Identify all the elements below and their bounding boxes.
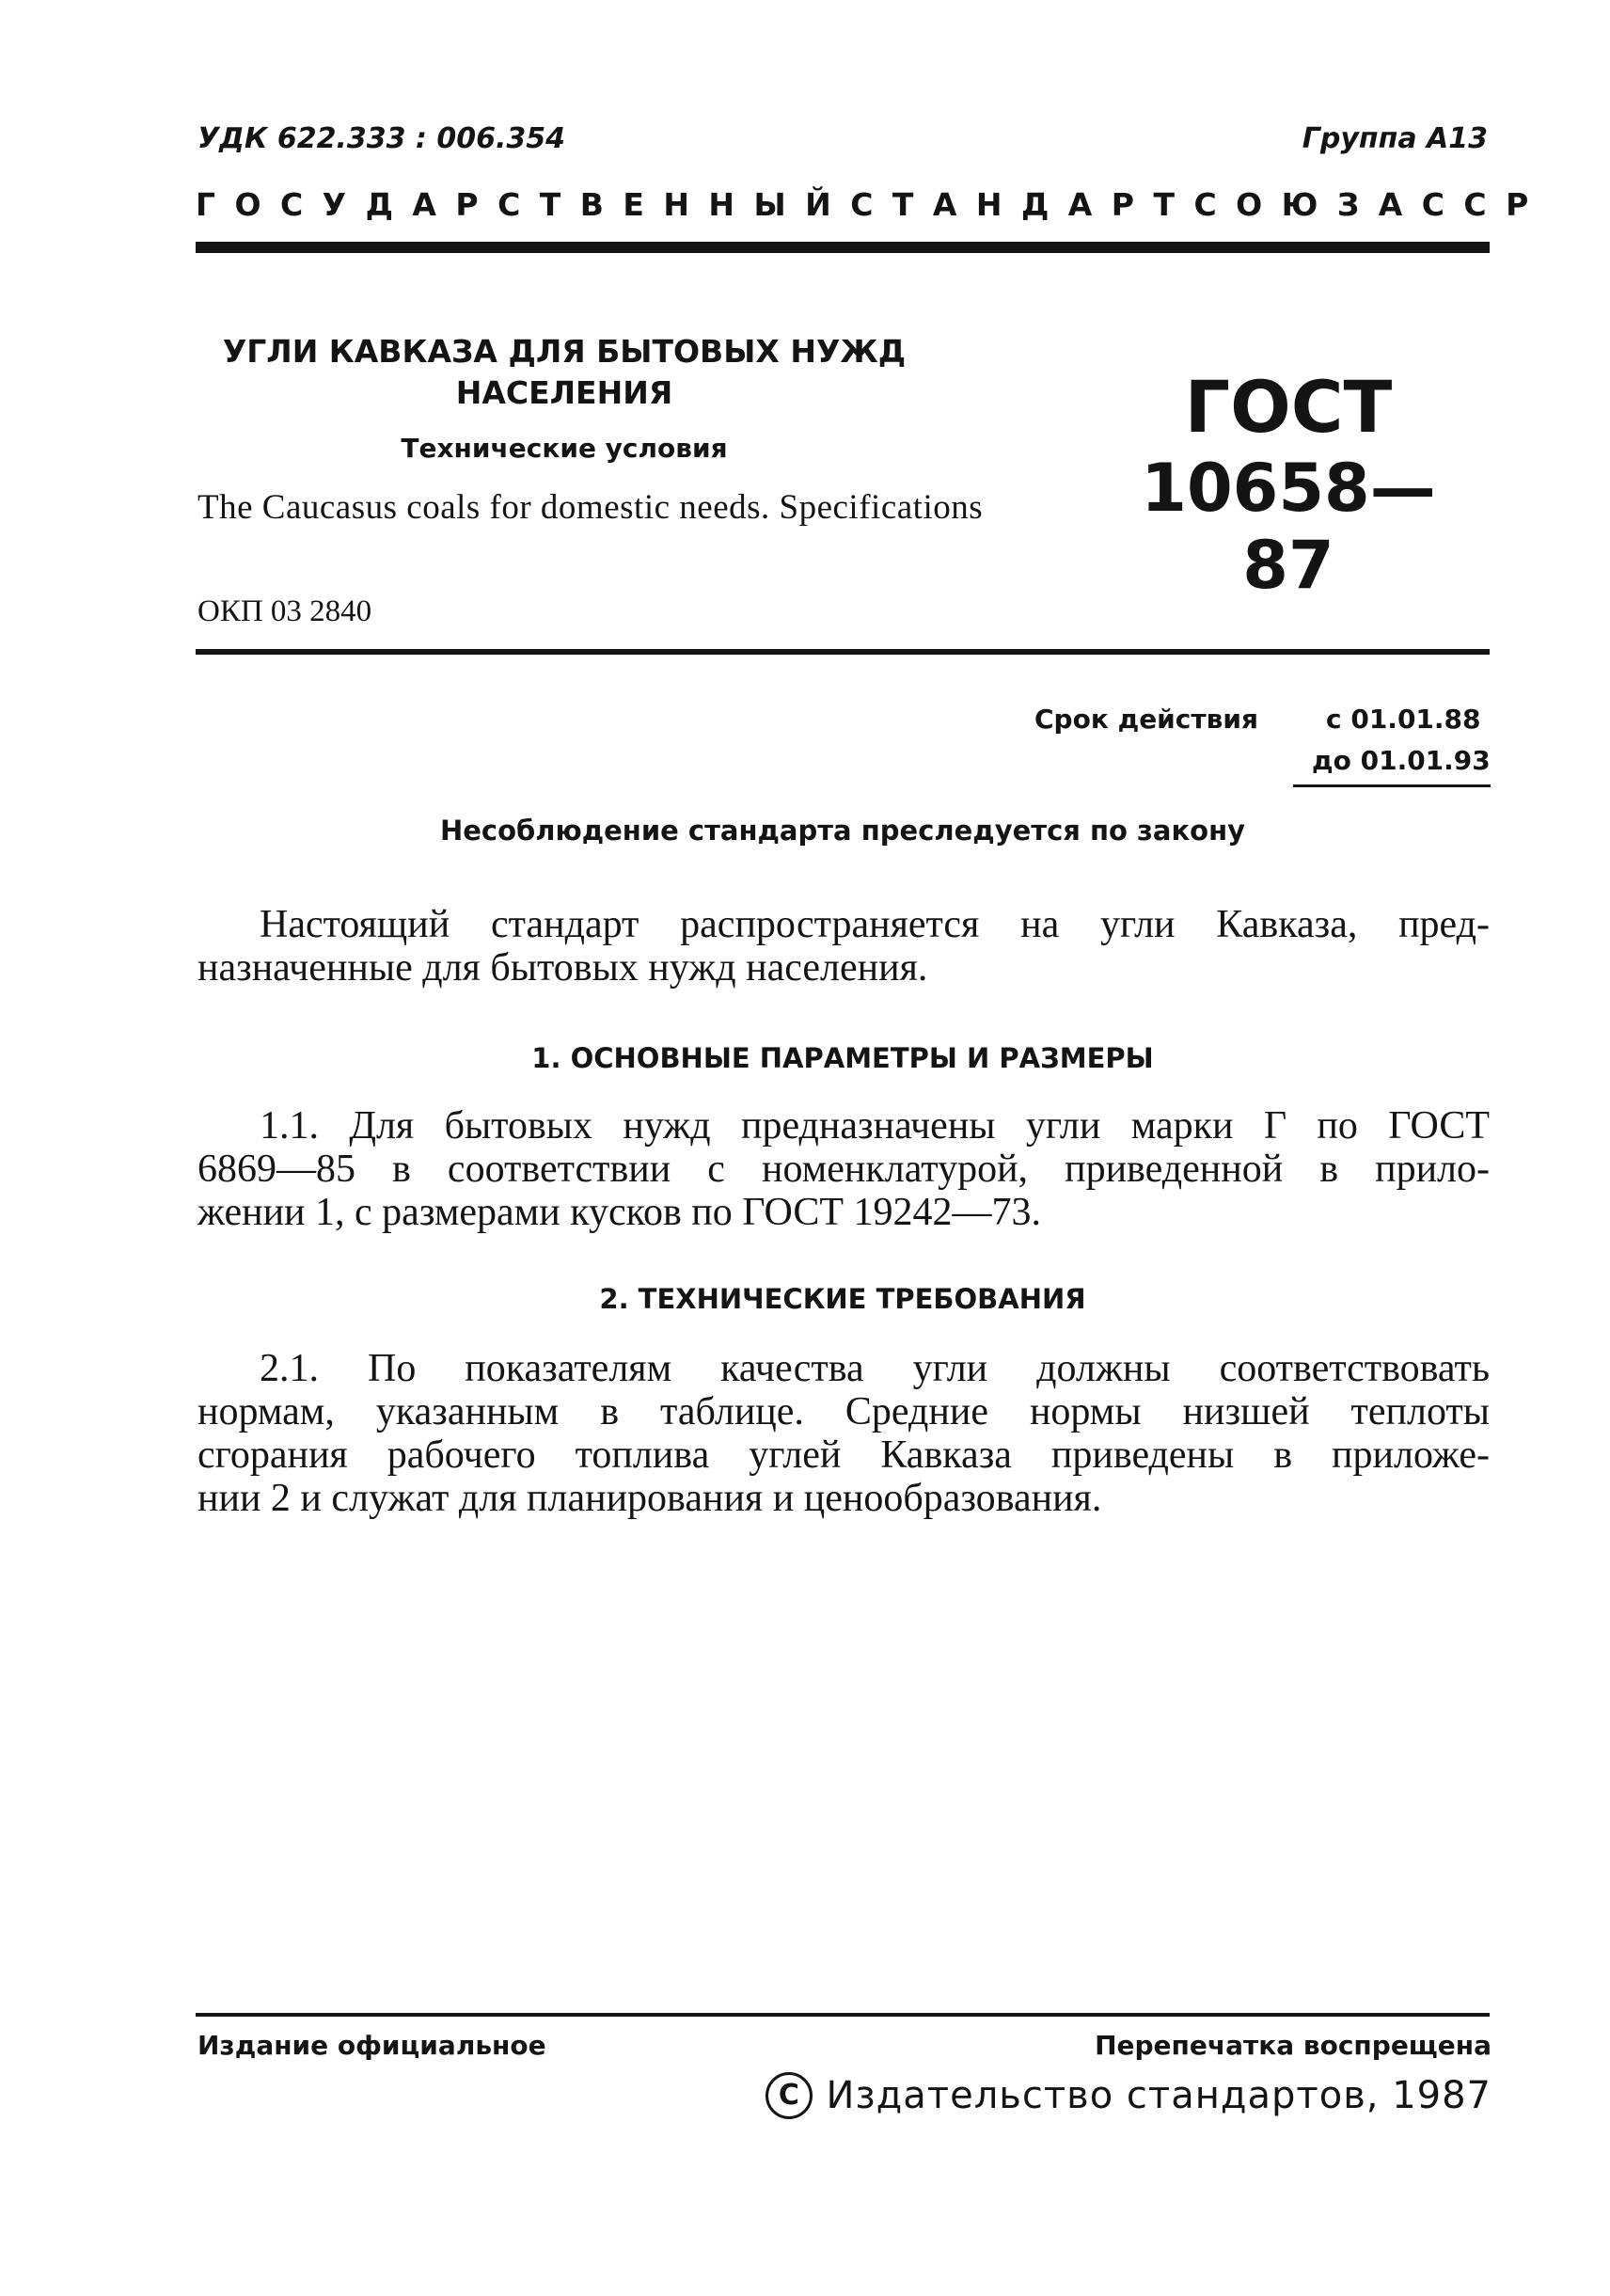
publisher-line	[766, 2072, 1492, 2119]
validity-from: с 01.01.88	[1326, 704, 1481, 735]
english-title: The Caucasus coals for domestic needs. Specifications	[197, 488, 984, 527]
header-rule	[196, 242, 1490, 253]
gost-label: ГОСТ	[1184, 365, 1393, 449]
banner-word-2: СТАНДАРТ	[850, 186, 1194, 223]
validity-to: до 01.01.93	[1312, 745, 1491, 776]
section-2-line-1: 2.1. По показателям качества угли должны соответствовать	[260, 1347, 1490, 1390]
okp-code: ОКП 03 2840	[197, 594, 372, 628]
document-subtitle: Технические условия	[401, 433, 728, 464]
section-1-line-2: 6869—85 в соответствии с номенклатурой, приведенной в прило-	[197, 1148, 1490, 1191]
gost-number: 10658—87	[1141, 450, 1436, 604]
state-standard-banner	[196, 186, 1548, 223]
intro-line-1: Настоящий стандарт распространяется на угли Кавказа, пред-	[260, 903, 1490, 946]
legal-warning: Несоблюдение стандарта преследуется по закону	[439, 815, 1246, 847]
copyright-icon: C	[766, 2072, 813, 2119]
validity-underline	[1293, 784, 1491, 787]
udk-code: УДК 622.333 : 006.354	[197, 122, 565, 155]
banner-word-1: ГОСУДАРСТВЕННЫЙ	[196, 186, 851, 223]
section-2-heading: 2. ТЕХНИЧЕСКИЕ ТРЕБОВАНИЯ	[599, 1283, 1086, 1315]
validity-label: Срок действия	[1034, 704, 1258, 735]
section-1-line-3: жении 1, с размерами кусков по ГОСТ 19242—73.	[197, 1191, 1042, 1234]
section-2-line-2: нормам, указанным в таблице. Средние нормы низшей теплоты	[197, 1390, 1490, 1433]
intro-line-2: назначенные для бытовых нужд населения.	[197, 946, 928, 990]
section-1-line-1: 1.1. Для бытовых нужд предназначены угли марки Г по ГОСТ	[260, 1104, 1490, 1148]
intro-paragraph	[197, 903, 1490, 990]
banner-word-4: ССР	[1421, 186, 1548, 223]
reprint-prohibited-label: Перепечатка воспрещена	[1095, 2030, 1492, 2061]
document-title-line-2: НАСЕЛЕНИЯ	[455, 374, 673, 411]
section-2-line-4: нии 2 и служат для планирования и ценообразования.	[197, 1477, 1102, 1520]
banner-word-3: СОЮЗА	[1193, 186, 1422, 223]
section-2-line-3: сгорания рабочего топлива углей Кавказа приведены в приложе-	[197, 1433, 1490, 1477]
section-2-paragraph	[197, 1347, 1490, 1520]
title-rule	[196, 649, 1490, 655]
document-title-line-1: УГЛИ КАВКАЗА ДЛЯ БЫТОВЫХ НУЖД	[222, 333, 907, 370]
official-edition-label: Издание официальное	[197, 2030, 546, 2061]
section-1-paragraph	[197, 1104, 1490, 1234]
publisher-name: Издательство стандартов, 1987	[826, 2074, 1492, 2117]
section-1-heading: 1. ОСНОВНЫЕ ПАРАМЕТРЫ И РАЗМЕРЫ	[531, 1042, 1154, 1074]
footer-rule	[196, 2013, 1490, 2017]
group-code: Группа А13	[1302, 122, 1488, 155]
